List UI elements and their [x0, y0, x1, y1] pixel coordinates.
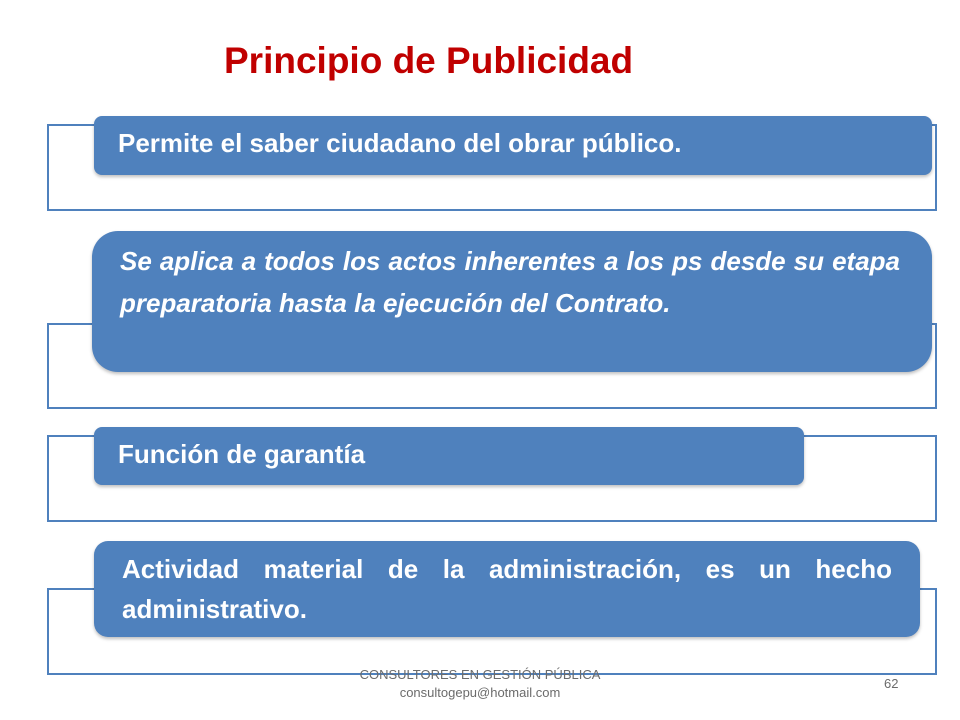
- item-bar-4: [94, 541, 920, 637]
- item-bar-2: [92, 231, 932, 372]
- slide-footer: [340, 666, 620, 702]
- item-bar-3: [94, 427, 804, 485]
- footer-organization: CONSULTORES EN GESTIÓN PÚBLICA: [359, 667, 601, 682]
- page-number: 62: [884, 676, 899, 691]
- item-text-2: Se aplica a todos los actos inherentes a los ps desde su etapa preparatoria hasta la ejecución del Contrato.: [120, 246, 900, 318]
- item-text-1: Permite el saber ciudadano del obrar público.: [118, 128, 682, 158]
- item-bar-1: [94, 116, 932, 175]
- item-text-3: Función de garantía: [118, 439, 366, 469]
- item-text-4: Actividad material de la administración, es un hecho administrativo.: [122, 554, 892, 624]
- slide-title: Principio de Publicidad: [224, 40, 634, 81]
- footer-email: consultogepu@hotmail.com: [399, 685, 561, 700]
